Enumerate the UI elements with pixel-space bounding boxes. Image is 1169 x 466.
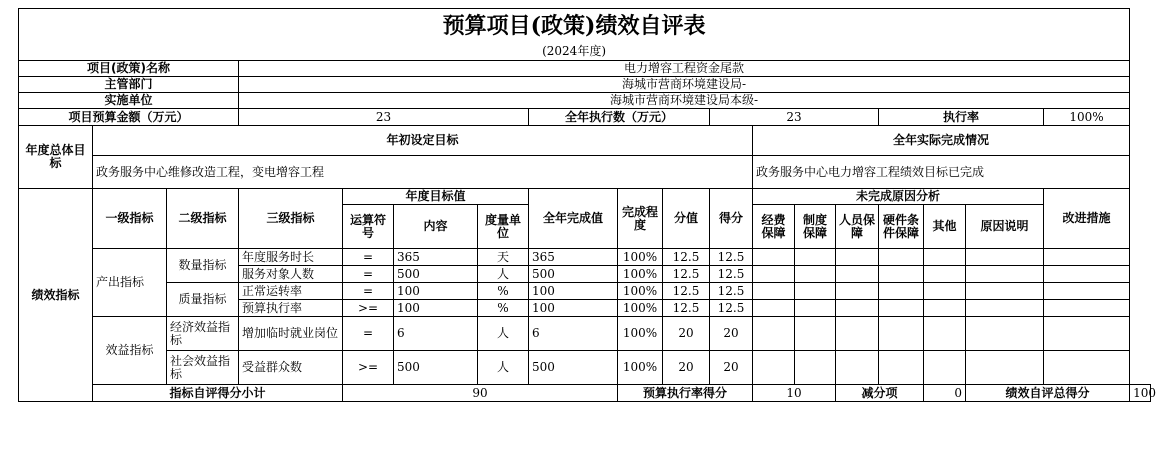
empty-cell	[836, 317, 879, 351]
row-actual: 365	[529, 249, 618, 266]
row-completion: 100%	[618, 300, 663, 317]
empty-cell	[753, 300, 795, 317]
budget-score-value: 10	[753, 385, 836, 402]
empty-cell	[879, 300, 924, 317]
row-actual: 100	[529, 300, 618, 317]
row-value: 12.5	[663, 283, 710, 300]
deduction-label: 减分项	[836, 385, 924, 402]
row-value: 20	[663, 317, 710, 351]
row-operator: =	[343, 317, 394, 351]
empty-cell	[753, 249, 795, 266]
group-quality: 质量指标	[167, 283, 239, 317]
empty-cell	[753, 317, 795, 351]
unit-value: 海城市营商环境建设局本级-	[239, 93, 1130, 109]
empty-cell	[879, 317, 924, 351]
page-title: 预算项目(政策)绩效自评表	[442, 12, 706, 39]
row-content: 100	[394, 283, 478, 300]
empty-cell	[836, 266, 879, 283]
row-operator: =	[343, 266, 394, 283]
row-unit: 天	[478, 249, 529, 266]
exec-rate-value: 100%	[1044, 109, 1130, 126]
empty-cell	[1044, 317, 1130, 351]
row-completion: 100%	[618, 249, 663, 266]
empty-cell	[1044, 283, 1130, 300]
empty-cell	[753, 283, 795, 300]
empty-cell	[879, 266, 924, 283]
row-name: 年度服务时长	[239, 249, 343, 266]
project-name-label: 项目(政策)名称	[19, 61, 239, 77]
row-score: 12.5	[710, 266, 753, 283]
empty-cell	[836, 249, 879, 266]
empty-cell	[795, 351, 836, 385]
header-personnel: 人员保障	[836, 205, 879, 249]
row-unit: 人	[478, 351, 529, 385]
table-row	[19, 283, 1151, 300]
row-actual: 500	[529, 266, 618, 283]
evaluation-table	[18, 8, 1157, 402]
group-quantity: 数量指标	[167, 249, 239, 283]
empty-cell	[836, 300, 879, 317]
row-name: 正常运转率	[239, 283, 343, 300]
row-name: 受益群众数	[239, 351, 343, 385]
exec-amount-label: 全年执行数（万元）	[529, 109, 710, 126]
table-row	[19, 351, 1151, 385]
header-hardware: 硬件条件保障	[879, 205, 924, 249]
empty-cell	[966, 300, 1044, 317]
row-content: 500	[394, 351, 478, 385]
header-completion: 完成程度	[618, 189, 663, 249]
group-benefit: 效益指标	[93, 317, 167, 385]
row-score: 12.5	[710, 300, 753, 317]
empty-cell	[795, 249, 836, 266]
empty-cell	[1044, 266, 1130, 283]
row-unit: 人	[478, 266, 529, 283]
group-output: 产出指标	[93, 249, 167, 317]
actual-status-header: 全年实际完成情况	[753, 126, 1130, 156]
header-actual-value: 全年完成值	[529, 189, 618, 249]
row-score: 12.5	[710, 249, 753, 266]
department-value: 海城市营商环境建设局-	[239, 77, 1130, 93]
page-subtitle: (2024年度)	[542, 43, 606, 58]
subtotal-value: 90	[343, 385, 618, 402]
empty-cell	[1044, 351, 1130, 385]
deduction-value: 0	[924, 385, 966, 402]
subtitle-cell	[19, 43, 1130, 61]
empty-cell	[795, 283, 836, 300]
actual-status-text: 政务服务中心电力增容工程绩效目标已完成	[753, 156, 1130, 189]
empty-cell	[966, 249, 1044, 266]
empty-cell	[1044, 300, 1130, 317]
empty-cell	[836, 283, 879, 300]
annual-goal-label: 年度总体目标	[19, 126, 93, 189]
total-label: 绩效自评总得分	[966, 385, 1130, 402]
empty-cell	[795, 317, 836, 351]
row-completion: 100%	[618, 317, 663, 351]
subtotal-label: 指标自评得分小计	[93, 385, 343, 402]
row-completion: 100%	[618, 351, 663, 385]
row-score: 12.5	[710, 283, 753, 300]
header-annual-target: 年度目标值	[343, 189, 529, 205]
header-level2: 二级指标	[167, 189, 239, 249]
budget-amount-value: 23	[239, 109, 529, 126]
empty-cell	[879, 283, 924, 300]
header-other: 其他	[924, 205, 966, 249]
empty-cell	[879, 351, 924, 385]
unit-label: 实施单位	[19, 93, 239, 109]
row-content: 6	[394, 317, 478, 351]
row-content: 500	[394, 266, 478, 283]
row-actual: 6	[529, 317, 618, 351]
total-value: 100	[1130, 385, 1151, 402]
header-reason-desc: 原因说明	[966, 205, 1044, 249]
budget-amount-label: 项目预算金额（万元）	[19, 109, 239, 126]
header-score-value: 分值	[663, 189, 710, 249]
row-value: 12.5	[663, 249, 710, 266]
row-value: 20	[663, 351, 710, 385]
table-row	[19, 317, 1151, 351]
row-unit: %	[478, 283, 529, 300]
row-operator: =	[343, 283, 394, 300]
row-score: 20	[710, 351, 753, 385]
budget-score-label: 预算执行率得分	[618, 385, 753, 402]
empty-cell	[753, 351, 795, 385]
perf-indicator-label: 绩效指标	[19, 189, 93, 402]
header-level3: 三级指标	[239, 189, 343, 249]
group-economic: 经济效益指标	[167, 317, 239, 351]
header-level1: 一级指标	[93, 189, 167, 249]
empty-cell	[924, 351, 966, 385]
row-value: 12.5	[663, 300, 710, 317]
header-score: 得分	[710, 189, 753, 249]
row-content: 365	[394, 249, 478, 266]
row-actual: 100	[529, 283, 618, 300]
empty-cell	[924, 249, 966, 266]
empty-cell	[966, 283, 1044, 300]
empty-cell	[924, 300, 966, 317]
row-score: 20	[710, 317, 753, 351]
row-operator: >=	[343, 300, 394, 317]
header-system: 制度保障	[795, 205, 836, 249]
empty-cell	[753, 266, 795, 283]
header-improvement: 改进措施	[1044, 189, 1130, 249]
header-unfinished-reason: 未完成原因分析	[753, 189, 1044, 205]
row-operator: =	[343, 249, 394, 266]
exec-amount-value: 23	[710, 109, 879, 126]
empty-cell	[924, 283, 966, 300]
row-completion: 100%	[618, 266, 663, 283]
footer-row	[19, 385, 1151, 402]
row-completion: 100%	[618, 283, 663, 300]
header-funding: 经费保障	[753, 205, 795, 249]
empty-cell	[924, 266, 966, 283]
project-name-value: 电力增容工程资金尾款	[239, 61, 1130, 77]
row-name: 服务对象人数	[239, 266, 343, 283]
row-actual: 500	[529, 351, 618, 385]
empty-cell	[966, 317, 1044, 351]
empty-cell	[836, 351, 879, 385]
row-unit: %	[478, 300, 529, 317]
header-operator: 运算符号	[343, 205, 394, 249]
title-cell	[19, 9, 1130, 43]
empty-cell	[924, 317, 966, 351]
department-label: 主管部门	[19, 77, 239, 93]
initial-goal-text: 政务服务中心维修改造工程，变电增容工程	[93, 156, 753, 189]
empty-cell	[966, 266, 1044, 283]
empty-cell	[795, 266, 836, 283]
empty-cell	[1044, 249, 1130, 266]
table-row	[19, 249, 1151, 266]
row-unit: 人	[478, 317, 529, 351]
empty-cell	[795, 300, 836, 317]
row-content: 100	[394, 300, 478, 317]
empty-cell	[966, 351, 1044, 385]
row-name: 增加临时就业岗位	[239, 317, 343, 351]
exec-rate-label: 执行率	[879, 109, 1044, 126]
row-operator: >=	[343, 351, 394, 385]
initial-goal-header: 年初设定目标	[93, 126, 753, 156]
row-name: 预算执行率	[239, 300, 343, 317]
header-content: 内容	[394, 205, 478, 249]
row-value: 12.5	[663, 266, 710, 283]
empty-cell	[879, 249, 924, 266]
header-unit: 度量单位	[478, 205, 529, 249]
group-social: 社会效益指标	[167, 351, 239, 385]
